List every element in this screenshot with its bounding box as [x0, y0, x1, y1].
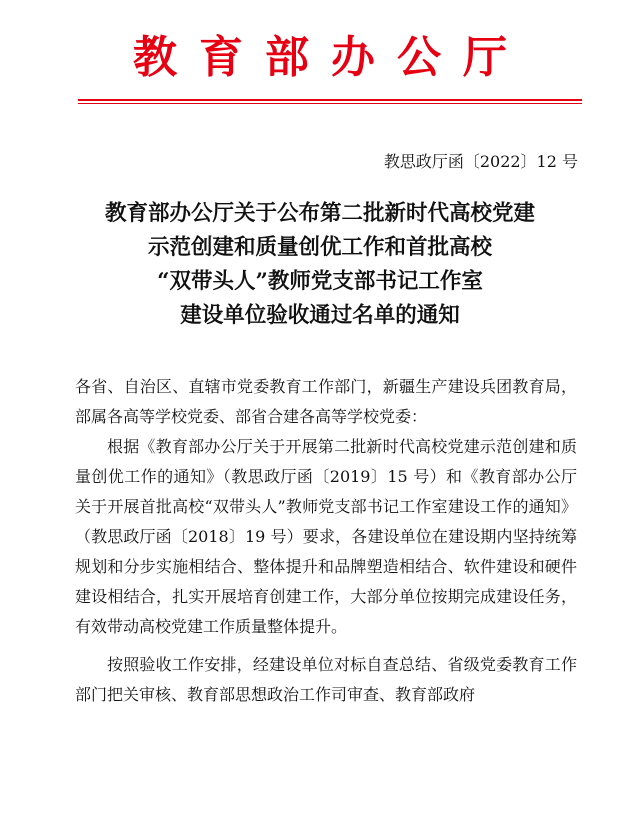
title-line: 示范创建和质量创优工作和首批高校 — [147, 235, 492, 260]
salutation: 各省、自治区、直辖市党委教育工作部门，新疆生产建设兵团教育局，部属各高等学校党委、部省合建各高等学校党委： — [75, 377, 577, 426]
issuing-org-title: 教育部办公厅 — [133, 32, 529, 83]
title-line: 建设单位验收通过名单的通知 — [180, 303, 460, 328]
document-number: 教思政厅函〔2022〕12 号 — [383, 152, 578, 171]
title-line: 教育部办公厅关于公布第二批新时代高校党建 — [104, 201, 535, 226]
document-title — [60, 197, 580, 333]
red-header-rule-thin — [78, 103, 582, 104]
title-line: “双带头人”教师党支部书记工作室 — [157, 269, 483, 294]
body-paragraph: 按照验收工作安排，经建设单位对标自查总结、省级党委教育工作部门把关审核、教育部思想政治工作司审查、教育部政府 — [75, 655, 577, 704]
document-body — [75, 372, 577, 710]
body-paragraph: 根据《教育部办公厅关于开展第二批新时代高校党建示范创建和质量创优工作的通知》（教思政厅函〔2019〕15 号）和《教育部办公厅关于开展首批高校“双带头人”教师党支部书记工作室建设工作的通知》（教思政厅函〔2018〕19 号）要求，各建设单位在建设期内坚持统筹规划和分步实施相结合、整体提升和品牌塑造相结合、软件建设和硬件建设相结合，扎实开展培育创建工作，大部分单位按期完成建设任务，有效带动高校党建工作质量整体提升。 — [75, 437, 577, 636]
red-header-rule — [78, 99, 582, 101]
